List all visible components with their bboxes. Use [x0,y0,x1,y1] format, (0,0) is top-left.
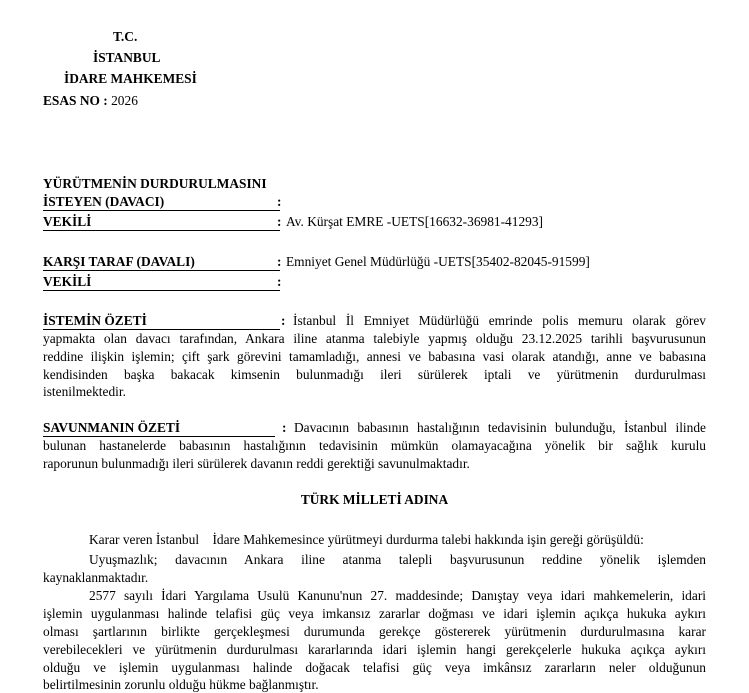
header-city: İSTANBUL [93,50,161,65]
respondent-value: Emniyet Genel Müdürlüğü -UETS[35402-82045-91599] [286,254,590,269]
respondent-attorney-colon: : [277,274,282,289]
body-paragraph-line: verebilecekleri ve yürütmenin durdurulması kararlarında idari işlemin hangi gerekçelerle hukuka açıkça aykırı [43,642,706,657]
defense-line: Davacının babasının hastalığının tedavisinin bulunduğu, İstanbul ilinde [294,420,706,435]
summary-colon: : [281,313,286,328]
esas-value: 2026 [111,93,138,108]
body-paragraph-line: işlemin uygulanması halinde telafisi güç veya imkansız zararlar doğması ve idari işlemin açıkça hukuka aykırı [43,606,706,621]
body-paragraph-line: 2577 sayılı İdari Yargılama Usulü Kanunu'nun 27. maddesinde; Danıştay veya idari mahkemelerin, idari [89,588,706,603]
respondent-label: KARŞI TARAF (DAVALI) [43,254,280,271]
respondent-attorney-label: VEKİLİ [43,274,280,291]
applicant-label-line2: İSTEYEN (DAVACI) [43,194,280,211]
applicant-attorney-label: VEKİLİ [43,214,280,231]
esas-label: ESAS NO : [43,93,108,108]
body-paragraph-line: Uyuşmazlık; davacının Ankara iline atanma talepli başvurusunun reddine yönelik işlemden [89,552,706,567]
esas-no [43,93,138,109]
body-paragraph-line: olması şartlarının birlikte gerçekleşmesi durumunda gerekçe göstererek yürütmenin durdurulmasına karar [43,624,706,639]
applicant-attorney-value: Av. Kürşat EMRE -UETS[16632-36981-41293] [286,214,543,229]
applicant-colon: : [277,194,282,209]
applicant-attorney-colon: : [277,214,282,229]
header-court: İDARE MAHKEMESİ [64,71,197,86]
header-tc: T.C. [113,29,138,44]
defense-line: raporunun bulunmadığı ileri sürülerek davanın reddi gerektiği savunulmaktadır. [43,456,470,471]
summary-line: yapmakta olan davacı tarafından, Ankara iline atanma talebiyle yapmış olduğu 23.12.2025 tarihli başvurusunun [43,331,706,346]
summary-line: İstanbul İl Emniyet Müdürlüğü emrinde polis memuru olarak görev [293,313,706,328]
defense-line: bulunan hastanelerde babasının hastalığının tedavisinin mümkün olamayacağına yönelik bir sağlık kurulu [43,438,706,453]
body-paragraph-line: olduğu ve işlemin uygulanması halinde doğacak telafisi güç veya imkânsız zararların neler olduğunun [43,660,706,675]
body-paragraph: Karar veren İstanbul İdare Mahkemesince yürütmeyi durdurma talebi hakkında işin gereği görüşüldü: [89,532,644,547]
summary-line: kendisinden başka bakacak kimsenin bulunmadığı ileri sürülerek iptali ve yürütmenin durdurulması [43,367,706,382]
body-paragraph-line: belirtilmesinin zorunlu olduğu hükme bağlanmıştır. [43,677,319,692]
respondent-colon: : [277,254,282,269]
applicant-label-line1: YÜRÜTMENİN DURDURULMASINI [43,176,267,191]
body-paragraph-line: kaynaklanmaktadır. [43,570,149,585]
defense-label: SAVUNMANIN ÖZETİ [43,420,275,437]
summary-line: reddine ilişkin işlemin; çift şark görevini tamamladığı, annesi ve babasına vasi olarak atandığı, anne ve babasına [43,349,706,364]
summary-line: istenilmektedir. [43,384,126,399]
defense-colon: : [282,420,287,435]
verdict-title: TÜRK MİLLETİ ADINA [300,492,449,507]
summary-label: İSTEMİN ÖZETİ [43,313,280,330]
